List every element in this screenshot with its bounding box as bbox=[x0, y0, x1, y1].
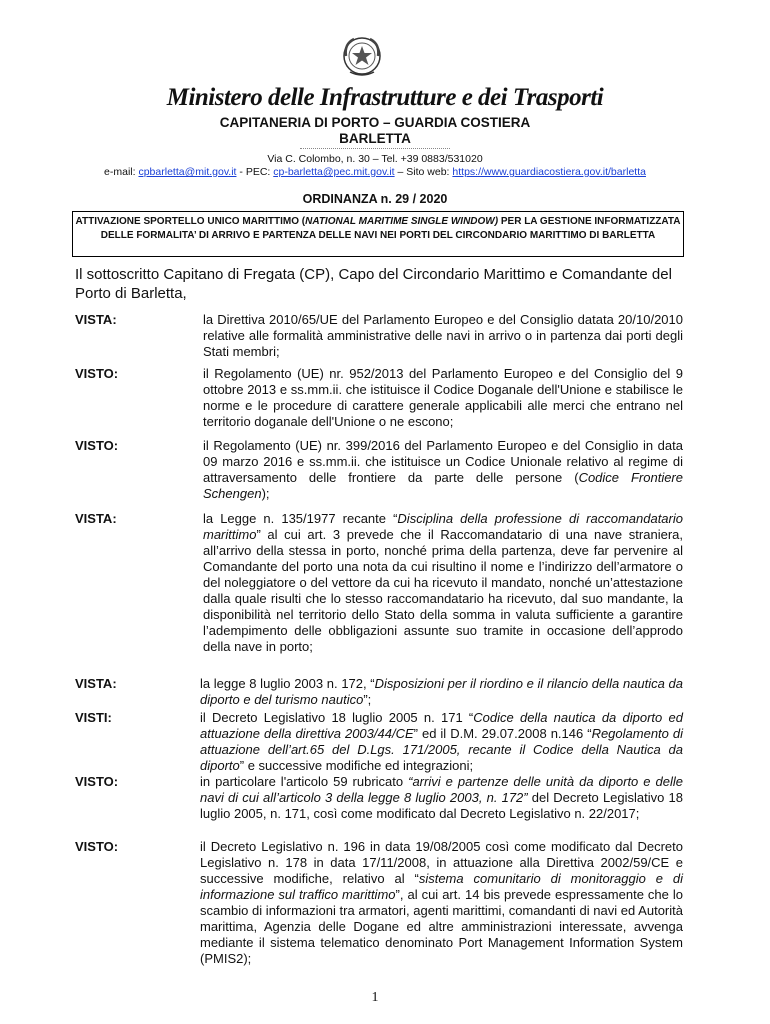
clause-label: VISTO: bbox=[75, 438, 119, 453]
clause-text: in particolare l'articolo 59 rubricato “arrivi e partenze delle unità da diporto e delle navi di cui all’articolo 3 della legge 8 luglio 2003, n. 172” del Decreto Legislativo 18 luglio 2005, n. 171, così come modificato dal Decreto Legislativo n. 22/2017; bbox=[200, 774, 683, 821]
ordinance-subject: ATTIVAZIONE SPORTELLO UNICO MARITTIMO (NATIONAL MARITIME SINGLE WINDOW) PER LA GESTIONE INFORMATIZZATA DELLE FORMALITA’ DI ARRIVO E PARTENZA DELLE NAVI NEI PORTI DEL CIRCONDARIO MARITTIMO DI BARLETTA bbox=[72, 211, 684, 257]
clause-label: VISTO: bbox=[75, 839, 119, 854]
pec-link[interactable]: cp-barletta@pec.mit.gov.it bbox=[273, 166, 395, 178]
ministry-name: Ministero delle Infrastrutture e dei Trasporti bbox=[166, 84, 604, 111]
clause-label: VISTO: bbox=[75, 366, 119, 381]
clause-label: VISTA: bbox=[75, 676, 117, 691]
clause-label: VISTI: bbox=[75, 710, 112, 725]
ordinance-number: ORDINANZA n. 29 / 2020 bbox=[302, 192, 448, 206]
clause-text: la legge 8 luglio 2003 n. 172, “Disposizioni per il riordino e il rilancio della nautica da diporto e del turismo nautico”; bbox=[200, 676, 684, 707]
clause-text: il Decreto Legislativo n. 196 in data 19/08/2005 così come modificato dal Decreto Legislativo n. 178 in data 17/11/2008, in attuazione alla Direttiva 2002/59/CE e successive modifiche, relativo al “sistema comunitario di monitoraggio e di informazione sul traffico marittimo”, al cui art. 14 bis prevede espressamente che lo scambio di informazioni tra armatori, agenti marittimi, comandanti di navi ed Autorità marittima, Agenzia delle Dogane ed altre amministrazioni interessate, avvenga mediante il sistema telematico denominato Port Management Information System (PMIS2); bbox=[200, 839, 684, 966]
email-link[interactable]: cpbarletta@mit.gov.it bbox=[138, 166, 237, 178]
clause-text: il Decreto Legislativo 18 luglio 2005 n. 171 “Codice della nautica da diporto ed attuazione della direttiva 2003/44/CE” ed il D.M. 29.07.2008 n.146 “Regolamento di attuazione dell’art.65 del D.Lgs. 171/2005, recante il Codice della Nautica da diporto” e successive modifiche ed integrazioni; bbox=[200, 710, 684, 773]
clause-label: VISTA: bbox=[75, 312, 117, 327]
clause-label: VISTA: bbox=[75, 511, 117, 526]
clause-text: la Legge n. 135/1977 recante “Disciplina della professione di raccomandatario marittimo” al cui art. 3 prevede che il Raccomandatario di una nave straniera, all’arrivo della stessa in porto, nonché prima della partenza, deve far pervenire al Comandante del porto una nota da cui risultino il nome e l’indirizzo dell’armatore o del noleggiatore o del vettore da cui ha ricevuto il mandato, nonché un’attestazione dalla quale risulti che lo stesso raccomandatario ha ricevuto, dal suo mandante, la disponibilità nel territorio dello Stato della somma in valuta sufficiente a garantire l’adempimento delle obbligazioni assunte suo tramite in occasione dell’approdo della nave in porto; bbox=[203, 511, 683, 654]
email-label: e-mail: bbox=[104, 166, 139, 178]
website-link[interactable]: https://www.guardiacostiera.gov.it/barletta bbox=[452, 166, 646, 178]
office-city: BARLETTA bbox=[339, 131, 411, 146]
page-number: 1 bbox=[371, 990, 379, 1005]
clause-text: il Regolamento (UE) nr. 399/2016 del Parlamento Europeo e del Consiglio in data 09 marzo 2016 e ss.mm.ii. che istituisce un Codice Unionale relativo al regime di attraversamento delle frontiere da parte delle persone (Codice Frontiere Schengen); bbox=[203, 438, 683, 501]
office-name: CAPITANERIA DI PORTO – GUARDIA COSTIERA bbox=[219, 115, 531, 130]
italian-republic-emblem-icon bbox=[340, 34, 384, 78]
intro-paragraph: Il sottoscritto Capitano di Fregata (CP), Capo del Circondario Marittimo e Comandante del Porto di Barletta, bbox=[75, 266, 672, 302]
clause-text: il Regolamento (UE) nr. 952/2013 del Parlamento Europeo e del Consiglio del 9 ottobre 2013 e ss.mm.ii. che istituisce il Codice Doganale dell'Unione e stabilisce le norme e le procedure di carattere generale applicabili alle merci che entrano nel territorio doganale dell'Unione o ne escono; bbox=[203, 366, 683, 429]
office-contacts bbox=[0, 166, 750, 178]
office-address: Via C. Colombo, n. 30 – Tel. +39 0883/531020 bbox=[267, 153, 483, 165]
header-divider bbox=[300, 148, 450, 149]
clause-text: la Direttiva 2010/65/UE del Parlamento Europeo e del Consiglio datata 20/10/2010 relative alle formalità amministrative delle navi in arrivo o in partenza dai porti degli Stati membri; bbox=[203, 312, 683, 359]
clause-label: VISTO: bbox=[75, 774, 119, 789]
pec-label: - PEC: bbox=[236, 166, 274, 178]
web-label: – Sito web: bbox=[394, 166, 453, 178]
